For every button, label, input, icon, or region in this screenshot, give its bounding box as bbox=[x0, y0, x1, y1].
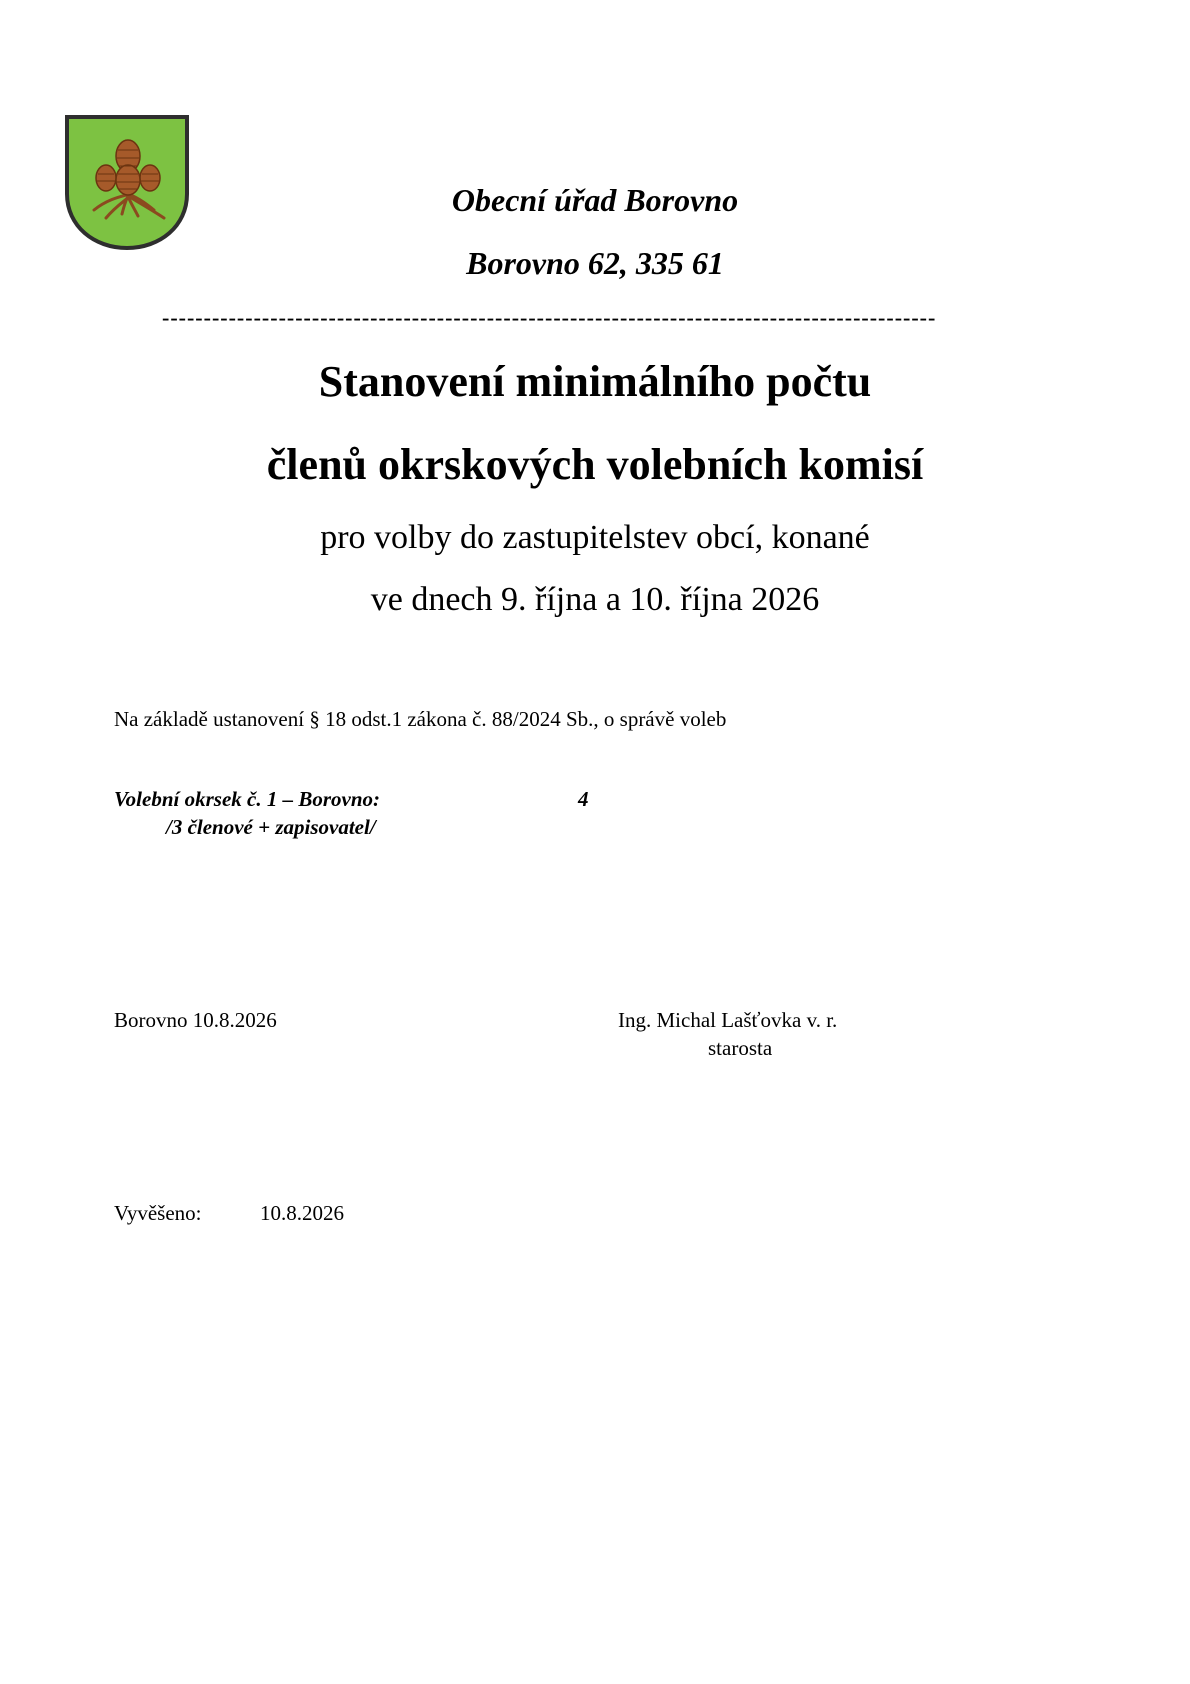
legal-basis-text: Na základě ustanovení § 18 odst.1 zákona č. 88/2024 Sb., o správě voleb bbox=[114, 707, 727, 731]
district-label: Volební okrsek č. 1 – Borovno: bbox=[114, 787, 381, 811]
signer-role: starosta bbox=[708, 1036, 773, 1060]
office-address: Borovno 62, 335 61 bbox=[466, 245, 724, 281]
document-subtitle-line-2: ve dnech 9. října a 10. října 2026 bbox=[370, 581, 820, 618]
signer-name: Ing. Michal Lašťovka v. r. bbox=[618, 1008, 838, 1032]
posted-label: Vyvěšeno: bbox=[114, 1201, 202, 1225]
office-name: Obecní úřad Borovno bbox=[451, 182, 739, 218]
district-composition: /3 členové + zapisovatel/ bbox=[166, 815, 376, 839]
document-title-line-1: Stanovení minimálního počtu bbox=[318, 357, 872, 406]
header-divider: --------------------------------------------------------------------------------------------- bbox=[162, 305, 937, 330]
document-title-line-2: členů okrskových volebních komisí bbox=[266, 440, 924, 489]
posted-date: 10.8.2026 bbox=[260, 1201, 344, 1225]
district-member-count: 4 bbox=[578, 787, 589, 811]
document-subtitle-line-1: pro volby do zastupitelstev obcí, konané bbox=[320, 519, 870, 556]
place-and-date: Borovno 10.8.2026 bbox=[114, 1008, 277, 1032]
